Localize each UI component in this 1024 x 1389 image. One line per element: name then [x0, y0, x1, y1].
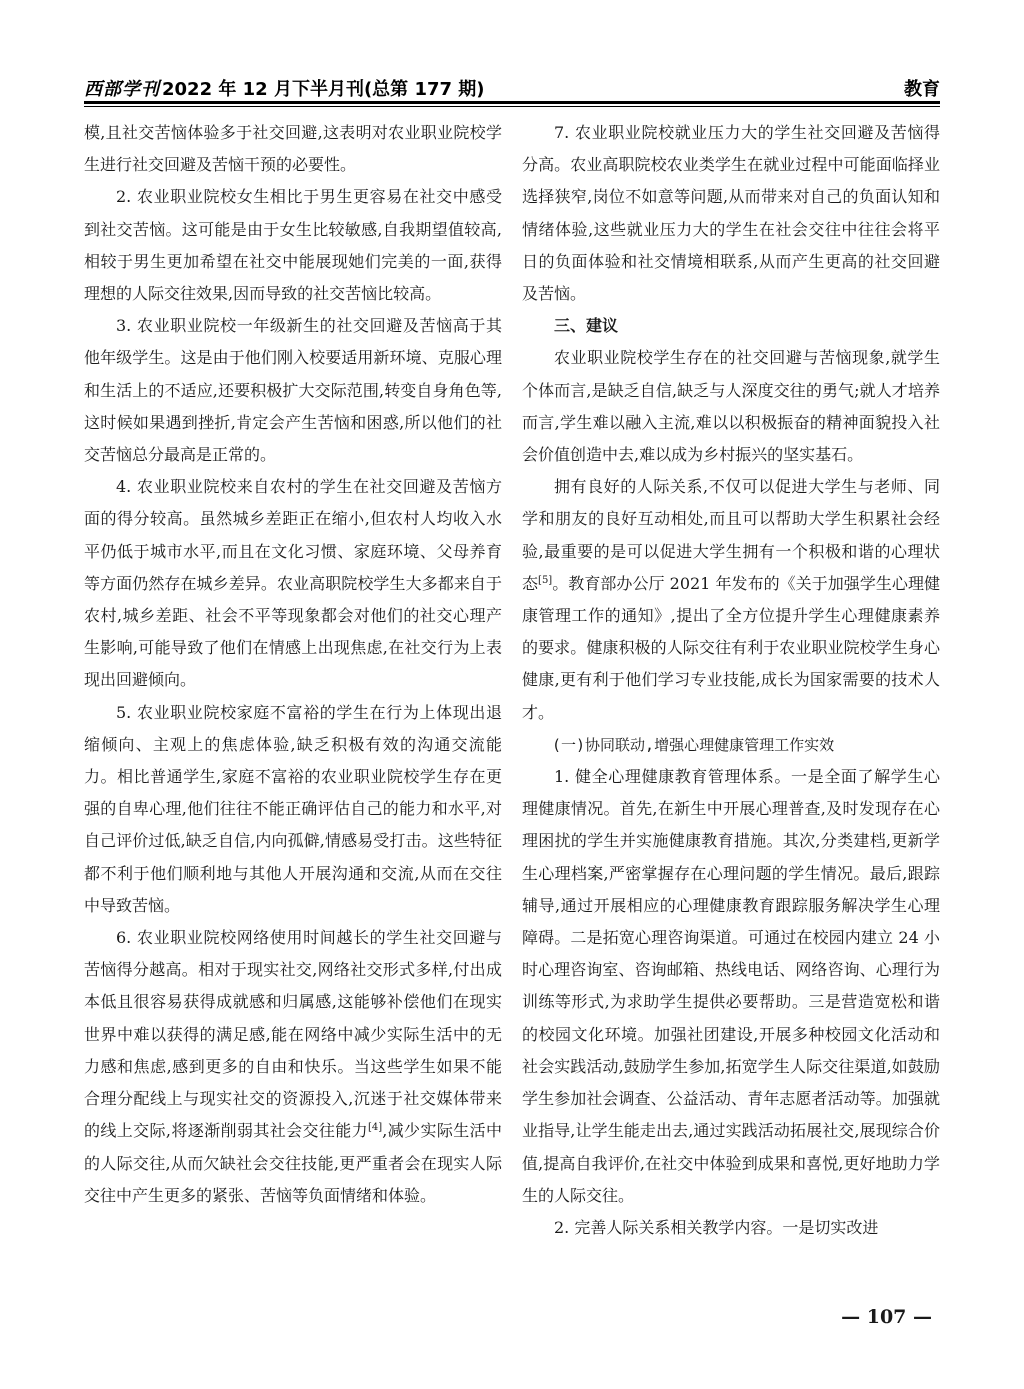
left-column [84, 117, 502, 1212]
body-paragraph [522, 117, 940, 310]
paragraph-text: 6. 农业职业院校网络使用时间越长的学生社交回避与苦恼得分越高。相对于现实社交,网络社交形式多样,付出成本低且很容易获得成就感和归属感,这能够补偿他们在现实世界中难以获得的满足感,能在网络中减少实际生活中的无力感和焦虑,感到更多的自由和快乐。当这些学生如果不能合理分配线上与现实社交的资源投入,沉迷于社交媒体带来的线上交际,将逐渐削弱其社会交往能力 [84, 928, 502, 1141]
paragraph-text: 5. 农业职业院校家庭不富裕的学生在行为上体现出退缩倾向、主观上的焦虑体验,缺乏积极有效的沟通交流能力。相比普通学生,家庭不富裕的农业职业院校学生存在更强的自卑心理,他们往往不能正确评估自己的能力和水平,对自己评价过低,缺乏自信,内向孤僻,情感易受打击。这些特征都不利于他们顺利地与其他人开展沟通和交流,从而在交往中导致苦恼。 [84, 702, 502, 915]
citation-ref: [4] [368, 1122, 383, 1134]
body-paragraph [84, 181, 502, 310]
paragraph-text: 。教育部办公厅 2021 年发布的《关于加强学生心理健康管理工作的通知》,提出了全方位提升学生心理健康素养的要求。健康积极的人际交往有利于农业职业院校学生身心健康,更有利于他们学习专业技能,成长为国家需要的技术人才。 [522, 573, 940, 722]
body-paragraph [522, 471, 940, 729]
body-paragraph [522, 342, 940, 471]
body-paragraph [84, 471, 502, 696]
paragraph-text: 拥有良好的人际关系,不仅可以促进大学生与老师、同学和朋友的良好互动相处,而且可以帮助大学生积累社会经验,最重要的是可以促进大学生拥有一个积极和谐的心理状态 [522, 477, 940, 593]
journal-masthead [84, 75, 485, 101]
body-paragraph [84, 310, 502, 471]
paragraph-text: 2. 农业职业院校女生相比于男生更容易在社交中感受到社交苦恼。这可能是由于女生比较敏感,自我期望值较高,相较于男生更加希望在社交中能展现她们完美的一面,获得理想的人际交往效果,因而导致的社交苦恼比较高。 [84, 187, 502, 304]
paragraph-text: 三、建议 [554, 316, 619, 336]
paragraph-text: 1. 健全心理健康教育管理体系。一是全面了解学生心理健康情况。首先,在新生中开展心理普查,及时发现存在心理困扰的学生并实施健康教育措施。其次,分类建档,更新学生心理档案,严密掌握存在心理问题的学生情况。最后,跟踪辅导,通过开展相应的心理健康教育跟踪服务解决学生心理障碍。二是拓宽心理咨询渠道。可通过在校园内建立 24 小时心理咨询室、咨询邮箱、热线电话、网络咨询、心理行为训练等形式,为求助学生提供必要帮助。三是营造宽松和谐的校园文化环境。加强社团建设,开展多种校园文化活动和社会实践活动,鼓励学生参加,拓宽学生人际交往渠道,如鼓励学生参加社会调查、公益活动、青年志愿者活动等。加强就业指导,让学生能走出去,通过实践活动拓展社交,展现综合价值,提高自我评价,在社交中体验到成果和喜悦,更好地助力学生的人际交往。 [522, 767, 940, 1205]
journal-logo: 西部学刊 [84, 79, 160, 100]
paragraph-text: 7. 农业职业院校就业压力大的学生社交回避及苦恼得分高。农业高职院校农业类学生在就业过程中可能面临择业选择狭窄,岗位不如意等问题,从而带来对自己的负面认知和情绪体验,这些就业压力大的学生在社会交往中往往会将平日的负面体验和社交情境相联系,从而产生更高的社交回避及苦恼。 [522, 123, 940, 304]
page-number: — 107 — [841, 1306, 932, 1328]
right-column [522, 117, 940, 1244]
issue-info: 2022 年 12 月下半月刊(总第 177 期) [162, 79, 485, 100]
header-rule-thin [84, 106, 940, 107]
header-rule-thick [84, 101, 940, 104]
paragraph-text: 2. 完善人际关系相关教学内容。一是切实改进 [554, 1217, 879, 1237]
paragraph-text: 模,且社交苦恼体验多于社交回避,这表明对农业职业院校学生进行社交回避及苦恼干预的必要性。 [84, 123, 502, 175]
paragraph-text: 4. 农业职业院校来自农村的学生在社交回避及苦恼方面的得分较高。虽然城乡差距正在缩小,但农村人均收入水平仍低于城市水平,而且在文化习惯、家庭环境、父母养育等方面仍然存在城乡差异。农业高职院校学生大多都来自于农村,城乡差距、社会不平等现象都会对他们的社交心理产生影响,可能导致了他们在情感上出现焦虑,在社交行为上表现出回避倾向。 [84, 477, 502, 690]
body-paragraph [84, 697, 502, 922]
paragraph-text: (一)协同联动,增强心理健康管理工作实效 [552, 735, 835, 754]
citation-ref: [5] [538, 574, 553, 586]
paragraph-text: 农业职业院校学生存在的社交回避与苦恼现象,就学生个体而言,是缺乏自信,缺乏与人深度交往的勇气;就人才培养而言,学生难以融入主流,难以以积极振奋的精神面貌投入社会价值创造中去,难以成为乡村振兴的坚实基石。 [522, 348, 940, 465]
body-paragraph [522, 1212, 940, 1244]
paragraph-text: ,减少实际生活中的人际交往,从而欠缺社会交往技能,更严重者会在现实人际交往中产生更多的紧张、苦恼等负面情绪和体验。 [84, 1121, 502, 1205]
paragraph-text: 3. 农业职业院校一年级新生的社交回避及苦恼高于其他年级学生。这是由于他们刚入校要适用新环境、克服心理和生活上的不适应,还要积极扩大交际范围,转变自身角色等,这时候如果遇到挫折,肯定会产生苦恼和困惑,所以他们的社交苦恼总分最高是正常的。 [84, 316, 502, 465]
body-paragraph [84, 922, 502, 1212]
body-paragraph [84, 117, 502, 181]
section-heading [522, 310, 940, 342]
section-label: 教育 [904, 79, 940, 100]
body-paragraph [522, 761, 940, 1212]
subsection-heading [522, 729, 940, 761]
